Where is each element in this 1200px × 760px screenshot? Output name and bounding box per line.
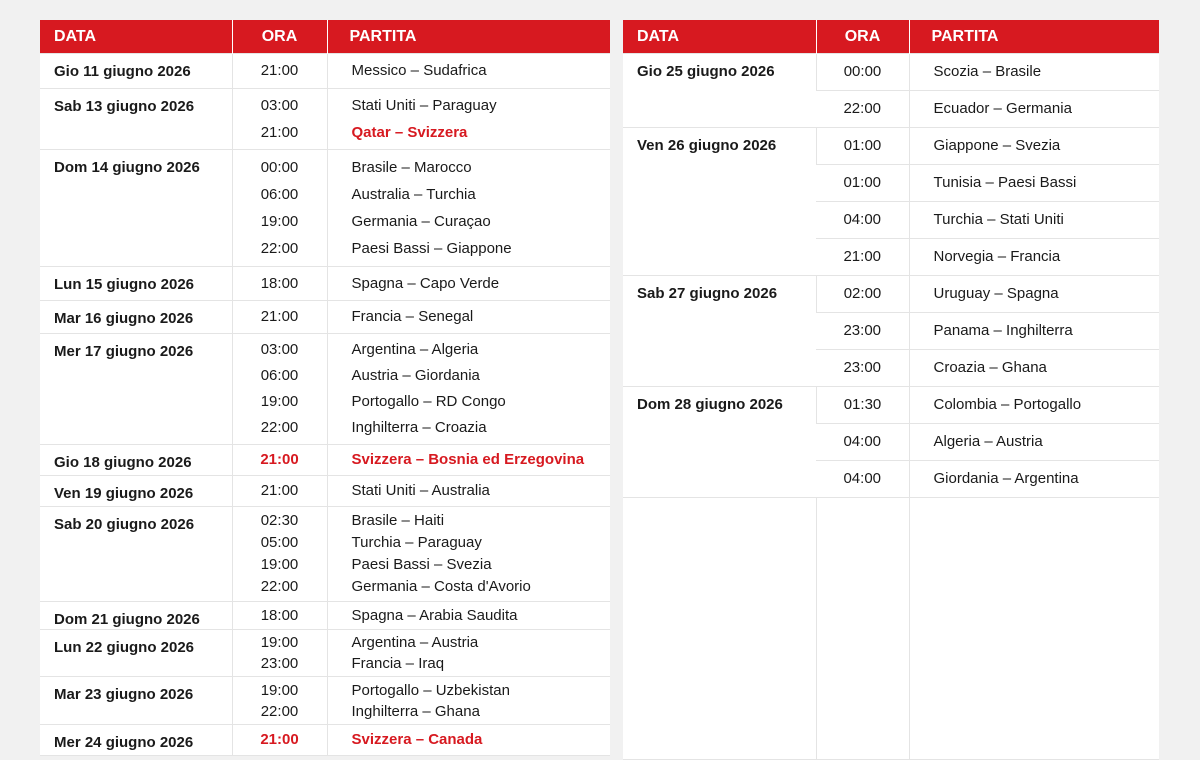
day-row (40, 54, 610, 89)
day-row (40, 630, 610, 677)
match-teams: Qatar – Svizzera (351, 124, 468, 141)
match-time: 18:00 (260, 607, 299, 624)
empty-cell (623, 498, 816, 760)
match-time-text: 23:00 (843, 359, 882, 376)
header-match: PARTITA (327, 20, 610, 54)
match-cell (327, 89, 610, 150)
match-row (623, 128, 1159, 165)
match-time: 03:00 (260, 341, 299, 358)
match-time-text: 01:00 (843, 174, 882, 191)
match-row (623, 276, 1159, 313)
match-teams: Stati Uniti – Australia (351, 482, 490, 499)
match-date: Sab 13 giugno 2026 (40, 89, 232, 150)
time-cell (232, 89, 327, 150)
match-teams (909, 165, 1159, 202)
match-time: 02:30 (260, 512, 299, 529)
match-teams (909, 350, 1159, 387)
match-time (816, 461, 909, 498)
match-teams-text: Tunisia – Paesi Bassi (933, 174, 1077, 191)
match-teams: Svizzera – Bosnia ed Erzegovina (351, 451, 585, 468)
time-cell (232, 150, 327, 267)
match-cell (327, 476, 610, 507)
match-time: 19:00 (260, 556, 299, 573)
match-time: 21:00 (260, 124, 299, 141)
match-teams (909, 424, 1159, 461)
match-date: Mar 16 giugno 2026 (40, 301, 232, 334)
match-teams-text: Ecuador – Germania (933, 100, 1072, 117)
match-teams: Stati Uniti – Paraguay (351, 97, 497, 114)
match-cell (327, 267, 610, 301)
match-time (816, 313, 909, 350)
match-teams: Paesi Bassi – Giappone (351, 240, 512, 257)
header-match: PARTITA (909, 20, 1159, 54)
match-time (816, 165, 909, 202)
match-teams: Spagna – Capo Verde (351, 275, 500, 292)
match-teams: Francia – Iraq (351, 655, 445, 672)
header-row (623, 20, 1159, 54)
match-teams-text: Giappone – Svezia (933, 137, 1061, 154)
time-cell (232, 476, 327, 507)
match-row (623, 54, 1159, 91)
match-time: 06:00 (260, 367, 299, 384)
match-teams: Argentina – Austria (351, 634, 479, 651)
match-time (816, 387, 909, 424)
match-date: Mer 24 giugno 2026 (40, 725, 232, 756)
match-teams: Inghilterra – Croazia (351, 419, 487, 436)
match-teams: Turchia – Paraguay (351, 534, 482, 551)
match-teams: Germania – Curaçao (351, 213, 491, 230)
match-teams (909, 128, 1159, 165)
match-cell (327, 445, 610, 476)
match-cell (327, 725, 610, 756)
match-teams-text: Algeria – Austria (933, 433, 1043, 450)
match-teams: Argentina – Algeria (351, 341, 479, 358)
match-date: Sab 20 giugno 2026 (40, 507, 232, 602)
match-date: Gio 25 giugno 2026 (623, 54, 816, 128)
match-date: Ven 26 giugno 2026 (623, 128, 816, 276)
match-teams: Francia – Senegal (351, 308, 474, 325)
time-cell (232, 677, 327, 725)
match-cell (327, 602, 610, 630)
time-cell (232, 54, 327, 89)
match-time: 05:00 (260, 534, 299, 551)
match-time-text: 04:00 (843, 470, 882, 487)
match-time: 21:00 (260, 62, 299, 79)
match-teams: Messico – Sudafrica (351, 62, 487, 79)
match-time: 19:00 (260, 213, 299, 230)
match-time-text: 02:00 (843, 285, 882, 302)
match-date: Sab 27 giugno 2026 (623, 276, 816, 387)
schedule-table-right (623, 20, 1159, 760)
match-teams: Paesi Bassi – Svezia (351, 556, 492, 573)
match-time: 21:00 (260, 482, 299, 499)
match-teams (909, 54, 1159, 91)
match-date: Dom 14 giugno 2026 (40, 150, 232, 267)
match-time (816, 202, 909, 239)
match-date: Lun 15 giugno 2026 (40, 267, 232, 301)
match-teams (909, 202, 1159, 239)
day-row (40, 89, 610, 150)
match-teams-text: Scozia – Brasile (933, 63, 1042, 80)
match-teams: Brasile – Haiti (351, 512, 445, 529)
match-time-text: 04:00 (843, 433, 882, 450)
header-time: ORA (232, 20, 327, 54)
match-cell (327, 507, 610, 602)
match-teams (909, 313, 1159, 350)
day-row (40, 476, 610, 507)
match-time (816, 424, 909, 461)
match-time: 22:00 (260, 578, 299, 595)
match-teams (909, 387, 1159, 424)
match-time: 21:00 (260, 308, 299, 325)
match-date: Dom 21 giugno 2026 (40, 602, 232, 630)
time-cell (232, 445, 327, 476)
day-row (40, 445, 610, 476)
match-teams-text: Turchia – Stati Uniti (933, 211, 1064, 228)
match-date: Gio 11 giugno 2026 (40, 54, 232, 89)
time-cell (232, 602, 327, 630)
match-teams-text: Colombia – Portogallo (933, 396, 1082, 413)
day-row (40, 150, 610, 267)
time-cell (232, 725, 327, 756)
match-teams: Inghilterra – Ghana (351, 703, 480, 720)
match-teams-text: Croazia – Ghana (933, 359, 1047, 376)
match-time-text: 21:00 (843, 248, 882, 265)
match-cell (327, 630, 610, 677)
match-cell (327, 54, 610, 89)
match-time: 22:00 (260, 419, 299, 436)
match-date: Dom 28 giugno 2026 (623, 387, 816, 498)
match-time (816, 128, 909, 165)
match-teams-text: Uruguay – Spagna (933, 285, 1059, 302)
match-date: Mar 23 giugno 2026 (40, 677, 232, 725)
match-time: 03:00 (260, 97, 299, 114)
match-teams (909, 461, 1159, 498)
match-time-text: 22:00 (843, 100, 882, 117)
schedule-table-left (40, 20, 610, 756)
match-teams: Spagna – Arabia Saudita (351, 607, 518, 624)
header-date: DATA (40, 20, 232, 54)
match-teams: Svizzera – Canada (351, 731, 483, 748)
match-date: Ven 19 giugno 2026 (40, 476, 232, 507)
match-time-text: 04:00 (843, 211, 882, 228)
match-teams: Australia – Turchia (351, 186, 476, 203)
match-time: 22:00 (260, 240, 299, 257)
match-teams (909, 276, 1159, 313)
match-teams: Brasile – Marocco (351, 159, 472, 176)
match-time (816, 239, 909, 276)
match-time: 19:00 (260, 634, 299, 651)
match-time: 23:00 (260, 655, 299, 672)
match-teams: Austria – Giordania (351, 367, 480, 384)
match-time: 21:00 (260, 731, 299, 748)
header-time: ORA (816, 20, 909, 54)
match-time: 21:00 (260, 451, 299, 468)
match-teams (909, 239, 1159, 276)
match-time (816, 54, 909, 91)
header-date: DATA (623, 20, 816, 54)
match-teams-text: Panama – Inghilterra (933, 322, 1073, 339)
day-row (40, 507, 610, 602)
match-row (623, 387, 1159, 424)
match-time: 00:00 (260, 159, 299, 176)
day-row (40, 725, 610, 756)
empty-row (623, 498, 1159, 760)
match-time-text: 01:30 (843, 396, 882, 413)
match-teams: Portogallo – RD Congo (351, 393, 506, 410)
day-row (40, 602, 610, 630)
day-row (40, 677, 610, 725)
time-cell (232, 630, 327, 677)
match-cell (327, 677, 610, 725)
match-teams (909, 91, 1159, 128)
empty-cell (816, 498, 909, 760)
day-row (40, 267, 610, 301)
match-time (816, 276, 909, 313)
time-cell (232, 301, 327, 334)
match-time-text: 00:00 (843, 63, 882, 80)
header-row (40, 20, 610, 54)
time-cell (232, 507, 327, 602)
match-date: Lun 22 giugno 2026 (40, 630, 232, 677)
match-cell (327, 334, 610, 445)
time-cell (232, 267, 327, 301)
day-row (40, 301, 610, 334)
day-row (40, 334, 610, 445)
match-teams-text: Norvegia – Francia (933, 248, 1061, 265)
empty-cell (909, 498, 1159, 760)
match-cell (327, 301, 610, 334)
match-time (816, 91, 909, 128)
match-date: Mer 17 giugno 2026 (40, 334, 232, 445)
match-time-text: 23:00 (843, 322, 882, 339)
match-time: 19:00 (260, 682, 299, 699)
match-teams: Germania – Costa d'Avorio (351, 578, 531, 595)
time-cell (232, 334, 327, 445)
match-teams-text: Giordania – Argentina (933, 470, 1079, 487)
match-time: 06:00 (260, 186, 299, 203)
match-date: Gio 18 giugno 2026 (40, 445, 232, 476)
match-time (816, 350, 909, 387)
match-teams: Portogallo – Uzbekistan (351, 682, 510, 699)
match-time-text: 01:00 (843, 137, 882, 154)
match-time: 22:00 (260, 703, 299, 720)
match-time: 18:00 (260, 275, 299, 292)
match-cell (327, 150, 610, 267)
match-time: 19:00 (260, 393, 299, 410)
